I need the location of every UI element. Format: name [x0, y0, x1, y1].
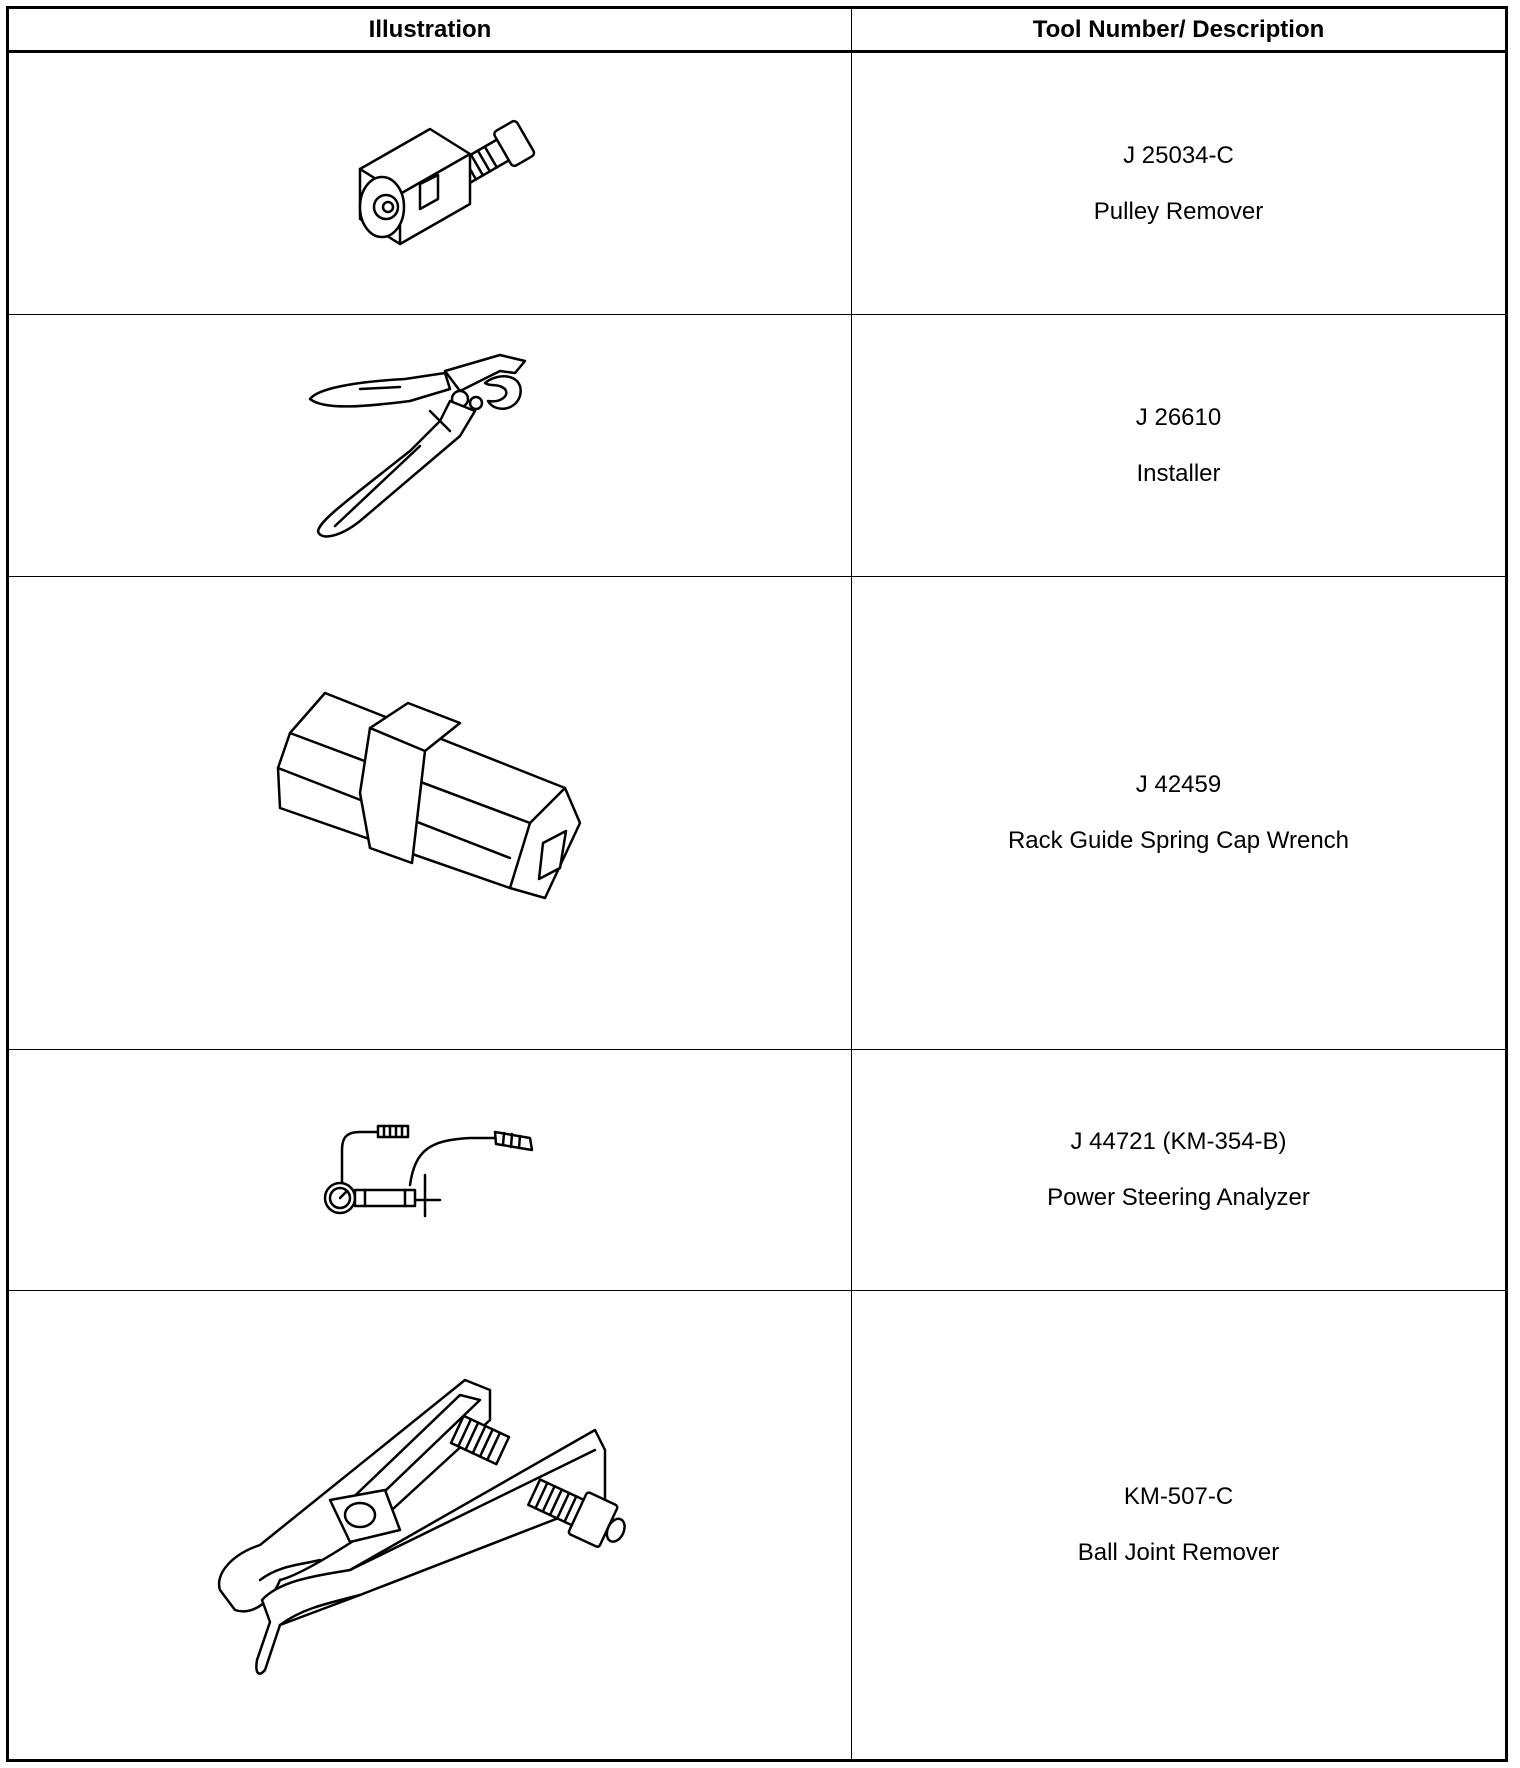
special-tools-table	[6, 6, 1508, 1762]
tool-number: J 42459	[1135, 771, 1222, 798]
pulley-remover-icon	[320, 99, 540, 269]
tool-description: Rack Guide Spring Cap Wrench	[1007, 827, 1350, 854]
tool-description-cell	[852, 1291, 1505, 1759]
tool-description: Power Steering Analyzer	[1047, 1184, 1310, 1211]
tool-description-cell	[852, 577, 1505, 1050]
header-illustration: Illustration	[9, 9, 852, 53]
illustration-cell	[9, 315, 852, 577]
tool-number: J 44721 (KM-354-B)	[1070, 1128, 1287, 1155]
cap-wrench-icon	[260, 683, 600, 943]
tool-description: Installer	[1136, 459, 1221, 487]
header-tool-description: Tool Number/ Description	[852, 9, 1505, 53]
tool-number: J 25034-C	[1123, 141, 1234, 169]
tool-description-cell	[852, 315, 1505, 577]
pressure-gauge-icon	[320, 1120, 540, 1220]
installer-pliers-icon	[300, 341, 560, 551]
tool-number: KM-507-C	[1123, 1483, 1234, 1510]
illustration-cell	[9, 577, 852, 1050]
tool-description-cell	[852, 1050, 1505, 1291]
illustration-cell	[9, 53, 852, 315]
illustration-cell	[9, 1291, 852, 1759]
ball-joint-remover-icon	[210, 1360, 650, 1690]
tool-description-cell	[852, 53, 1505, 315]
illustration-cell	[9, 1050, 852, 1291]
tool-description: Ball Joint Remover	[1077, 1539, 1280, 1566]
tool-description: Pulley Remover	[1093, 197, 1264, 225]
tool-number: J 26610	[1135, 403, 1222, 431]
